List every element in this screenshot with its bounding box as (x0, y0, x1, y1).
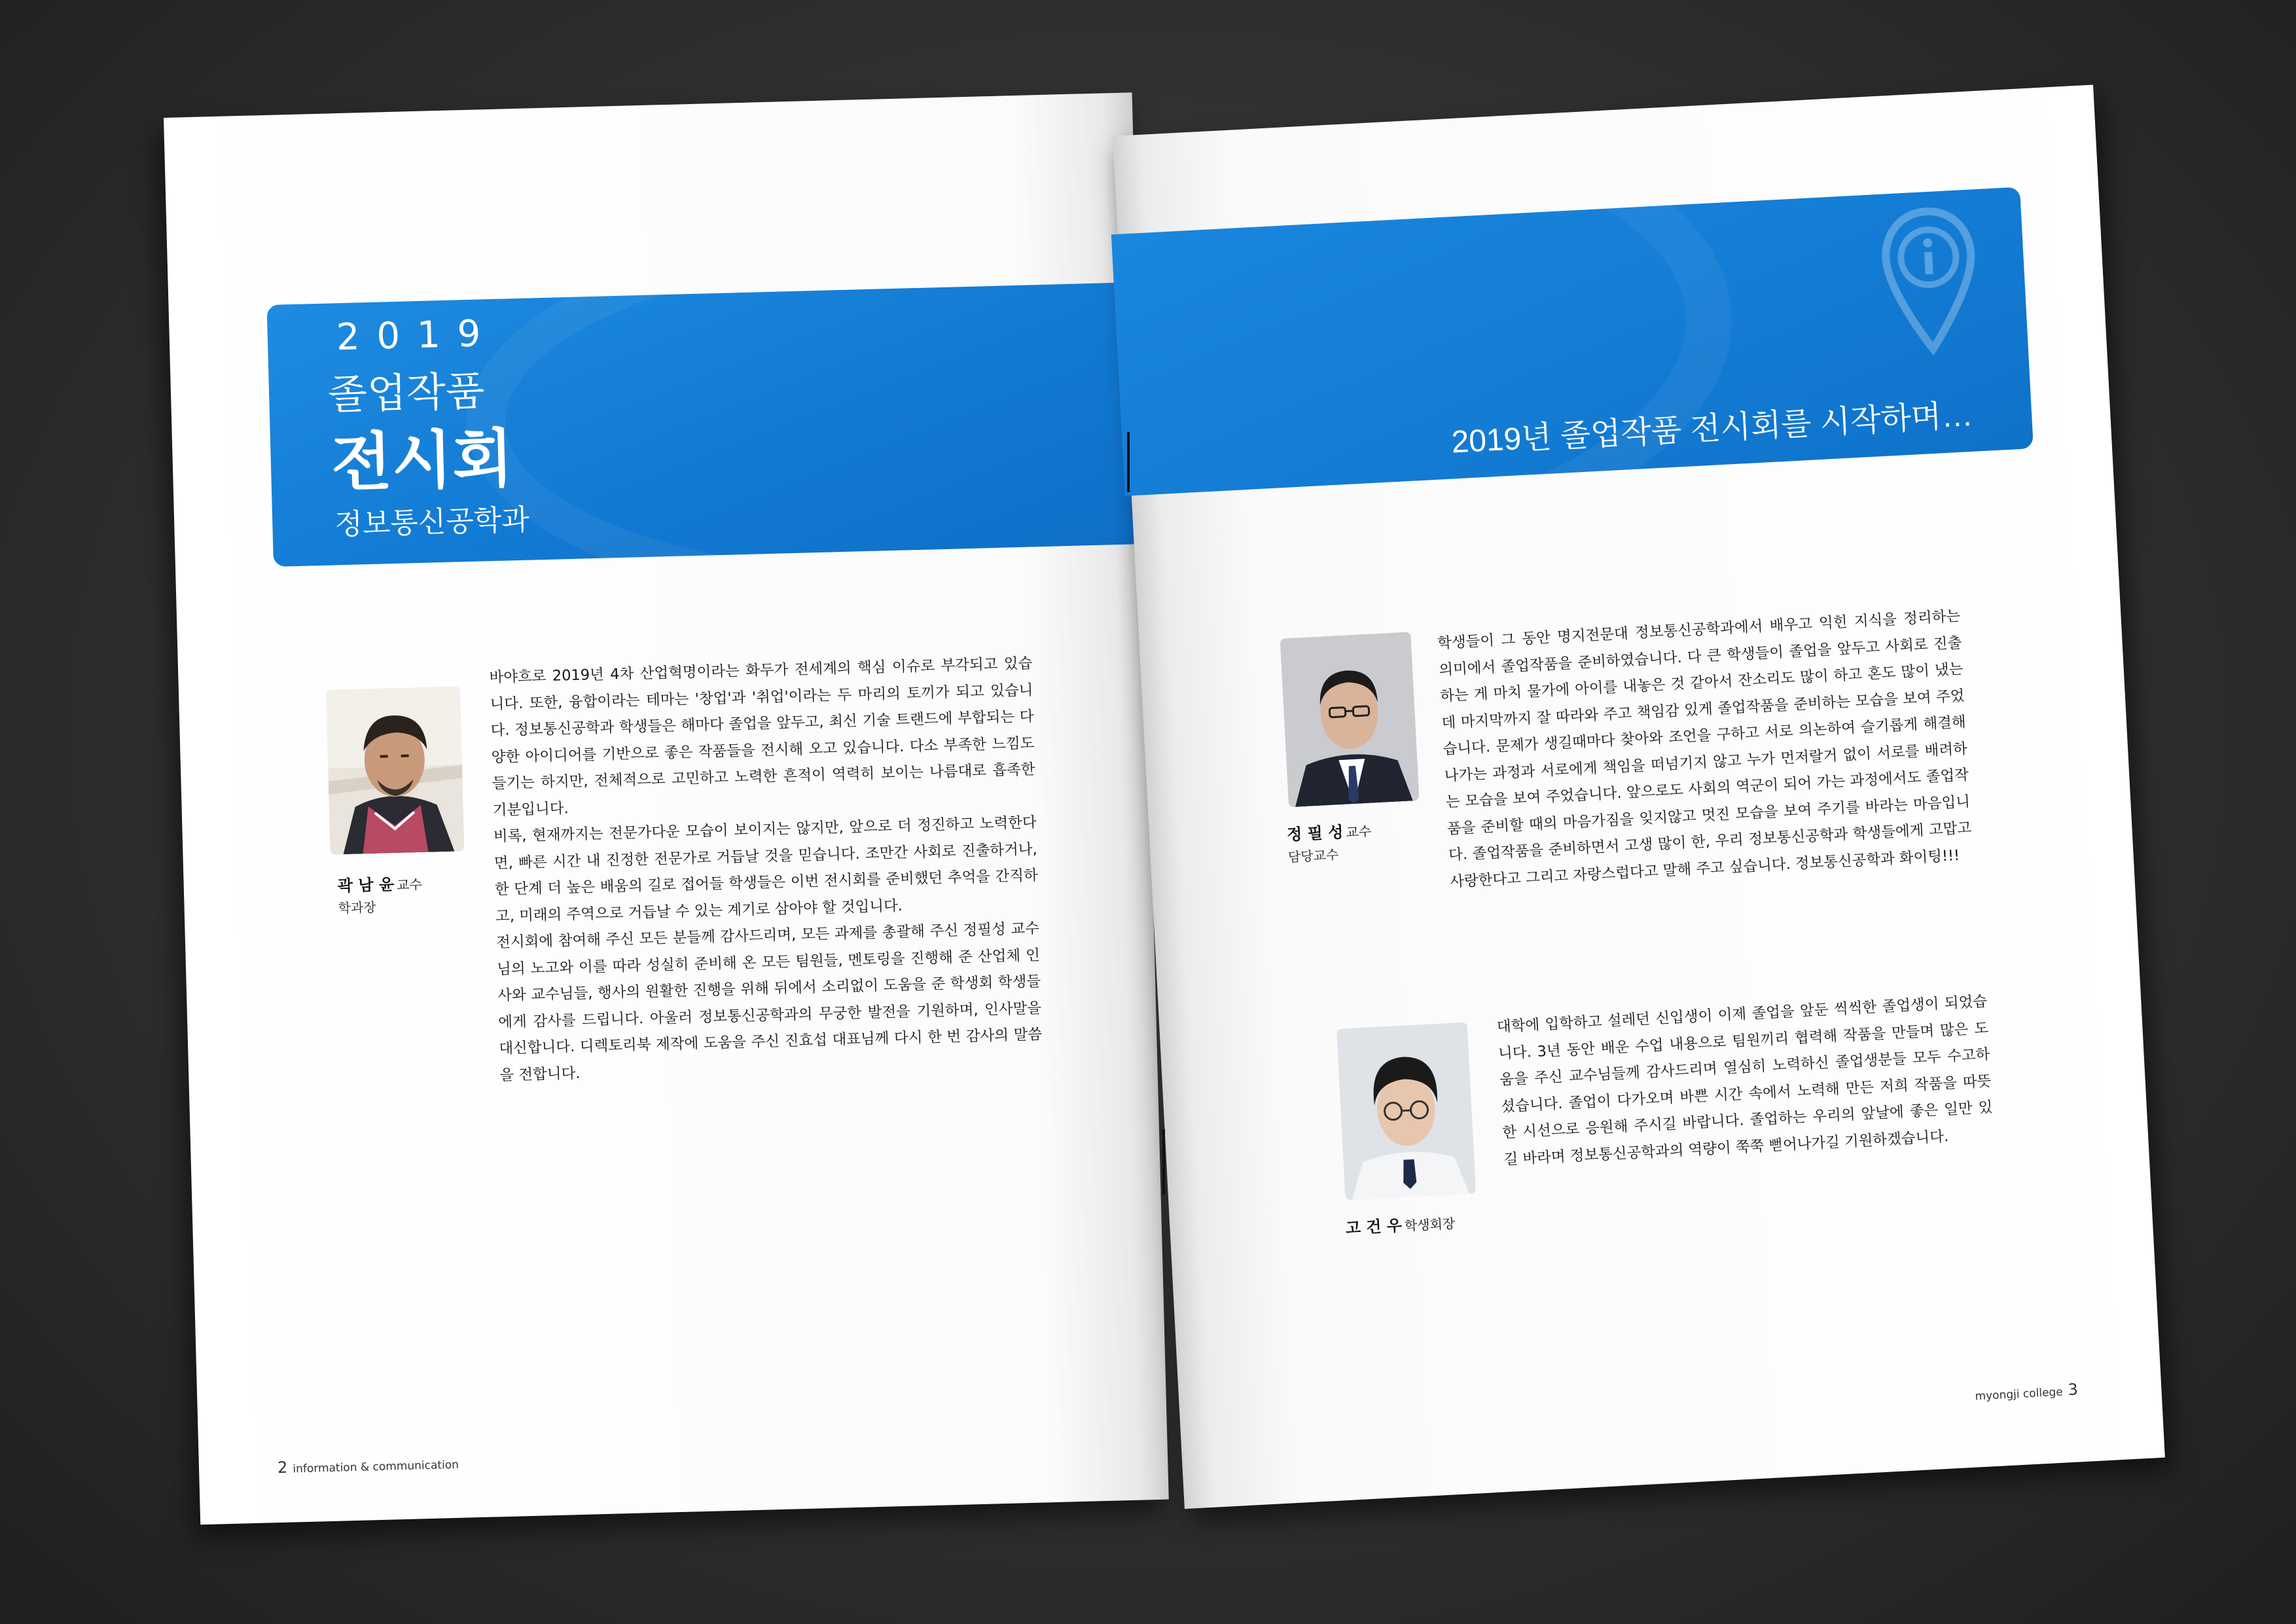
profile-name-jung: 정 필 성 교수 (1286, 823, 1372, 844)
banner-department: 정보통신공학과 (334, 503, 530, 542)
professor-jung-photo (1280, 632, 1420, 807)
right-body-text-1 (1437, 603, 1973, 895)
info-pin-icon (1876, 202, 1982, 365)
left-paragraph-2: 비록, 현재까지는 전문가다운 모습이 보이지는 않지만, 앞으로 더 정진하고 노력한다면, 빠른 시간 내 진정한 전문가로 거듭날 것을 믿습니다. 조만간 사회로 진출하거나, 한 단계 더 높은 배움의 길로 접어들 학생들은 이번 전시회를 준비했던 추억을 간직하고, 미래의 주역으로 거듭날 수 있는 계기로 삼아야 할 것입니다. (493, 814, 1039, 925)
left-body-text (489, 651, 1043, 1089)
right-banner (1111, 187, 2034, 496)
right-body-text-2 (1496, 988, 1995, 1173)
profile-role-kwak: 학과장 (338, 899, 376, 916)
banner-year: 2019 (336, 312, 499, 359)
folio-label-left: information & communication (293, 1458, 459, 1476)
left-page (164, 92, 1169, 1525)
profile-name-kwak: 곽 남 윤 교수 (337, 875, 423, 895)
student-ko-photo (1336, 1022, 1476, 1200)
right-paragraph-1: 학생들이 그 동안 명지전문대 정보통신공학과에서 배우고 익힌 지식을 정리하는 의미에서 졸업작품을 준비하였습니다. 다 큰 학생들이 졸업을 앞두고 사회로 진출하는 게 마치 물가에 아이를 내놓은 것 같아서 잔소리도 많이 하고 혼도 많이 냈는데 마지막까지 잘 따라와 주고 책임감 있게 졸업작품을 준비하는 모습을 보여 주었습니다. 문제가 생길때마다 찾아와 조언을 구하고 서로 의논하여 슬기롭게 해결해 나가는 과정과 서로에게 책임을 떠넘기지 않고 누가 먼저랄거 없이 서로를 배려하는 모습을 보여 주었습니다. 앞으로도 사회의 역군이 되어 가는 과정에서도 졸업작품을 준비할 때의 마음가짐을 잊지않고 멋진 모습을 보여 주기를 바라는 마음입니다. 졸업작품을 준비하면서 고생 많이 한, 우리 정보통신공학과 학생들에게 고맙고 사랑한다고 그리고 자랑스럽다고 말해 주고 싶습니다. 정보통신공학과 화이팅!!! (1437, 607, 1972, 891)
right-banner-title: 2019년 졸업작품 전시회를 시작하며… (1450, 397, 1974, 460)
banner-title: 전시회 (330, 422, 514, 500)
page-number-left: 2 (277, 1458, 288, 1477)
folio-label-right: myongji college (1975, 1385, 2064, 1403)
profile-role-jung: 담당교수 (1287, 846, 1339, 865)
profile-name-ko: 고 건 우 학생회장 (1345, 1215, 1456, 1238)
gutter-mark-top (1127, 432, 1130, 492)
left-paragraph-3: 전시회에 참여해 주신 모든 분들께 감사드리며, 모든 과제를 총괄해 주신 정필성 교수님의 노고와 이를 따라 성실히 준비해 온 모든 팀원들, 멘토링을 진행해 준 산업체 인사와 교수님들, 행사의 원활한 진행을 위해 뒤에서 소리없이 도움을 준 학생회 학생들에게 감사를 드립니다. 아울러 정보통신공학과의 무궁한 발전을 기원하며, 인사말을 대신합니다. 디렉토리북 제작에 도움을 주신 진효섭 대표님께 다시 한 번 감사의 말씀을 전합니다. (495, 920, 1043, 1084)
right-paragraph-2: 대학에 입학하고 설레던 신입생이 이제 졸업을 앞둔 씩씩한 졸업생이 되었습니다. 3년 동안 배운 수업 내용으로 팀원끼리 협력해 작품을 만들며 많은 도움을 주신 교수님들께 감사드리며 열심히 노력하신 졸업생분들 모두 수고하셨습니다. 졸업이 다가오며 바쁜 시간 속에서 노력해 만든 저희 작품을 따뜻한 시선으로 응원해 주시길 바랍니다. 졸업하는 우리의 앞날에 좋은 일만 있길 바라며 정보통신공학과의 역량이 쭉쭉 뻗어나가길 기원하겠습니다. (1496, 992, 1994, 1168)
left-paragraph-1: 바야흐로 2019년 4차 산업혁명이라는 화두가 전세계의 핵심 이슈로 부각되고 있습니다. 또한, 융합이라는 테마는 '창업'과 '취업'이라는 두 마리의 토끼가 되고 있습니다. 정보통신공학과 학생들은 해마다 졸업을 앞두고, 최신 기술 트랜드에 부합되는 다양한 아이디어를 기반으로 좋은 작품들을 전시해 오고 있습니다. 다소 부족한 느낌도 들기는 하지만, 전체적으로 고민하고 노력한 흔적이 역력히 보이는 나름대로 흡족한 기분입니다. (489, 655, 1035, 819)
right-page (1113, 84, 2165, 1509)
page-number-right: 3 (2067, 1380, 2079, 1399)
left-folio (278, 1454, 459, 1477)
gutter-mark-bottom (1162, 1129, 1165, 1195)
banner-subtitle: 졸업작품 (327, 367, 486, 419)
professor-kwak-photo (326, 686, 465, 854)
left-banner (267, 281, 1183, 567)
right-folio (1975, 1380, 2084, 1404)
